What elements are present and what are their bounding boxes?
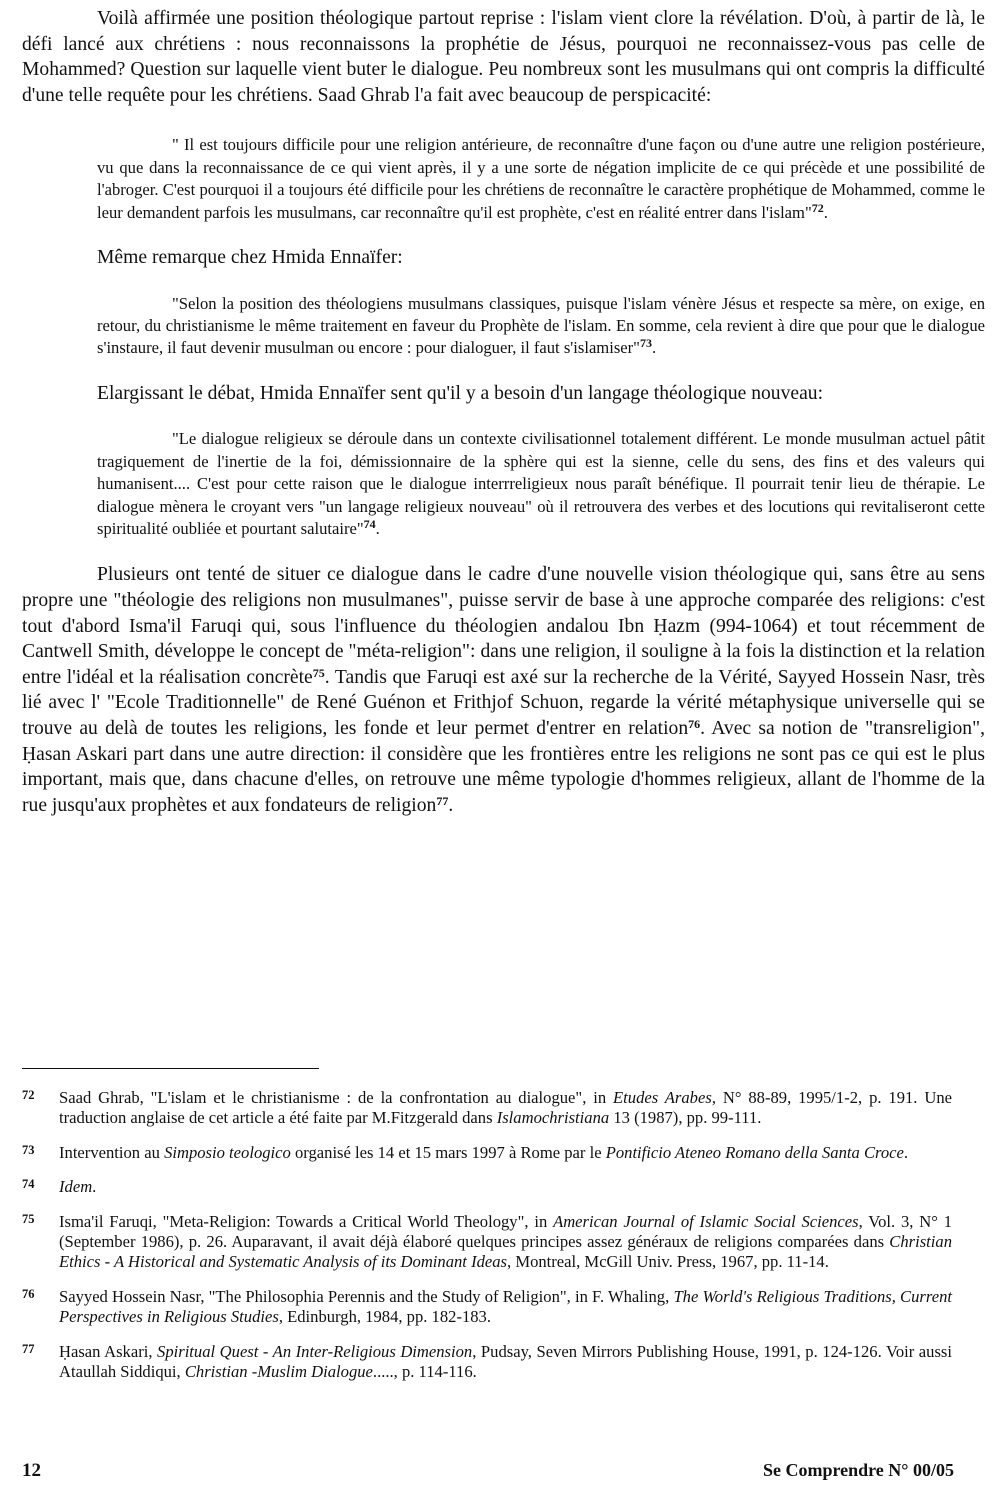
- footnote-76: [22, 1287, 952, 1328]
- footnote-ref-77[interactable]: 77: [436, 793, 449, 808]
- lead-ennaifer-debate: Elargissant le débat, Hmida Ennaïfer sent qu'il y a besoin d'un langage théologique nouveau:: [97, 382, 824, 404]
- text: , N° 88-89, 1995/1-2, p. 191. Une traduction anglaise de cet article a été faite par M.Fitzgerald dans: [59, 1088, 952, 1128]
- footnote-ref-72[interactable]: 72: [811, 200, 824, 215]
- text: .: [92, 1177, 97, 1197]
- italic-title: Etudes Arabes: [613, 1088, 712, 1107]
- footnote-number: 76: [22, 1286, 35, 1301]
- text: , Pudsay, Seven Mirrors Publishing House, 1991, p. 124-126. Voir aussi Ataullah Siddiqui,: [59, 1341, 952, 1382]
- text: , Edinburgh, 1984, pp. 182-183.: [278, 1307, 492, 1327]
- text: Ḥasan Askari,: [59, 1341, 158, 1361]
- footnote-74: [22, 1177, 952, 1197]
- footnote-number: 77: [22, 1341, 35, 1356]
- paragraph-intro: Voilà affirmée une position théologique partout reprise : l'islam vient clore la révélation. D'où, à partir de là, le défi lancé aux chrétiens : nous reconnaissons la prophétie de Jésus, pourquoi ne reconnaissez-vous pas celle de Mohammed? Question sur laquelle vient buter le dialogue. Peu nombreux sont les musulmans qui ont compris la difficulté d'une telle requête pour les chrétiens. Saad Ghrab l'a fait avec beaucoup de perspicacité:: [22, 8, 985, 106]
- quote-text: "Selon la position des théologiens musulmans classiques, puisque l'islam vénère Jésus et respecte sa mère, on exige, en retour, du christianisme le même traitement en faveur du Prophète de l'islam. En somme, cela revient à dire que pour que le dialogue s'instaure, il faut devenir musulman ou encore : pour dialoguer, il faut s'islamiser": [97, 293, 985, 358]
- text: .: [903, 1142, 909, 1162]
- footnote-separator: [22, 1068, 319, 1069]
- quote-text: " Il est toujours difficile pour une religion antérieure, de reconnaître d'une façon ou d'une autre une religion postérieure, vu que dans la reconnaissance de ce qui vient après, il y a une sorte de négation implicite de ce qui précède et une possibilité de l'abroger. C'est pourquoi il a toujours été difficile pour les chrétiens de reconnaître le caractère prophétique de Mohammed, comme le leur demandent parfois les musulmans, car reconnaître qu'il est prophète, c'est en réalité entrer dans l'islam": [97, 135, 985, 222]
- text: Sayyed Hossein Nasr, "The Philosophia Perennis and the Study of Religion", in F. Whaling,: [59, 1286, 674, 1306]
- journal-issue: Se Comprendre N° 00/05: [762, 1460, 954, 1480]
- italic-title: Islamochristiana: [496, 1108, 610, 1128]
- paragraph-theology: Plusieurs ont tenté de situer ce dialogue dans le cadre d'une nouvelle vision théologique qui, sans être au sens propre une "théologie des religions non musulmanes", puisse servir de base à une approche comparée des religions: c'est tout d'abord Isma'il Faruqi qui, sous l'influence du théologien andalou Ibn Ḥazm (994-1064) et tout récemment de Cantwell Smith, développe le concept de "méta-religion": dans une religion, il souligne à la fois la distinction et la relation entre l'idéal et la réalisation concrète$^{75}$. Tandis que Faruqi est axé sur la recherche de la Vérité, Sayyed Hossein Nasr, très lié avec l' "Ecole Traditionnelle" de René Guénon et Frithjof Schuon, regarde la vérité métaphysique universelle qui se trouve au delà de toutes les religions, les fonde et leur permet d'entrer en relation$^{76}$. Avec sa notion de "transreligion", Ḥasan Askari part dans une autre direction: il considère que les frontières entre les religions ne sont pas ce qui est le plus important, mais que, dans chacune d'elles, on retrouve une même typologie d'hommes religieux, allant de l'homme de la rue jusqu'aux prophètes et aux fondateurs de religion$^{77}$.: [22, 564, 985, 816]
- italic-title: Idem: [59, 1177, 93, 1197]
- quote-ennaifer-1: "Selon la position des théologiens musulmans classiques, puisque l'islam vénère Jésus et respecte sa mère, on exige, en retour, du christianisme le même traitement en faveur du Prophète de l'islam. En somme, cela revient à dire que pour que le dialogue s'instaure, il faut devenir musulman ou encore : pour dialoguer, il faut s'islamiser"$^{73}$.: [97, 293, 985, 358]
- footnote-number: 75: [22, 1211, 35, 1226]
- text: , Montreal, McGill Univ. Press, 1967, pp. 11-14.: [507, 1252, 829, 1272]
- text: . Tandis que Faruqi est axé sur la recherche de la Vérité, Sayyed Hossein Nasr, très lié avec l' "Ecole Traditionnelle" de René Guénon et Frithjof Schuon, regarde la vérité métaphysique universelle qui se trouve au delà de toutes les religions, les fonde et leur permet d'entrer en relation: [22, 666, 985, 739]
- text: ....., p. 114-116.: [372, 1362, 477, 1382]
- footnote-77: [22, 1342, 952, 1383]
- text: Saad Ghrab, "L'islam et le christianisme : de la confrontation au dialogue", in: [59, 1088, 614, 1107]
- text: Intervention au: [59, 1142, 165, 1162]
- italic-title: Simposio teologico: [164, 1142, 291, 1162]
- text: organisé les 14 et 15 mars 1997 à Rome par le: [290, 1142, 606, 1162]
- text: Plusieurs ont tenté de situer ce dialogue dans le cadre d'une nouvelle vision théologique qui, sans être au sens propre une "théologie des religions non musulmanes", puisse servir de base à une approche comparée des religions: c'est tout d'abord Isma'il Faruqi qui, sous l'influence du théologien andalou Ibn Ḥazm (994-1064) et tout récemment de Cantwell Smith, développe le concept de "méta-religion": dans une religion, il souligne à la fois la distinction et la relation entre l'idéal et la réalisation concrète: [22, 564, 985, 688]
- lead-ennaifer-remark: Même remarque chez Hmida Ennaïfer:: [97, 247, 403, 268]
- footnotes: [22, 1088, 952, 1396]
- text: . Avec sa notion de "transreligion", Ḥasan Askari part dans une autre direction: il considère que les frontières entre les religions ne sont pas ce qui est le plus important, mais que, dans chacune d'elles, on retrouve une même typologie d'hommes religieux, allant de l'homme de la rue jusqu'aux prophètes et aux fondateurs de religion: [22, 718, 985, 816]
- footnote-ref-74[interactable]: 74: [363, 517, 376, 532]
- italic-title: Spiritual Quest - An Inter-Religious Dimension: [157, 1341, 473, 1361]
- quote-ennaifer-2: "Le dialogue religieux se déroule dans un contexte civilisationnel totalement différent. Le monde musulman actuel pâtit tragiquement de l'inertie de la foi, démissionnaire de la sphère qui est la sienne, celle du sens, des fins et des valeurs qui humanisent.... C'est pour cette raison que le dialogue interrreligieux nous paraît bénéfique. Il pourrait tenir lieu de thérapie. Le dialogue mènera le croyant vers "un langage religieux nouveau" où il retrouvera des verbes et des locutions qui revitaliseront cette spiritualité oubliée et pourtant salutaire"$^{74}$.: [97, 429, 985, 539]
- footnote-ref-73[interactable]: 73: [639, 336, 652, 351]
- italic-title: American Journal of Islamic Social Sciences: [553, 1211, 859, 1231]
- italic-title: The World's Religious Traditions, Current Perspectives in Religious Studies: [59, 1286, 952, 1327]
- footnote-75: [22, 1212, 952, 1273]
- text: Isma'il Faruqi, "Meta-Religion: Towards a Critical World Theology", in: [59, 1211, 554, 1231]
- footnote-ref-75[interactable]: 75: [312, 665, 325, 680]
- page-body: [22, 0, 985, 818]
- footnote-number: 74: [22, 1177, 35, 1192]
- page-number: 12: [22, 1460, 41, 1481]
- footnote-number: 72: [22, 1088, 35, 1102]
- italic-title: Pontificio Ateneo Romano della Santa Croce: [605, 1142, 904, 1162]
- quote-saad-ghrab: " Il est toujours difficile pour une religion antérieure, de reconnaître d'une façon ou d'une autre une religion postérieure, vu que dans la reconnaissance de ce qui vient après, il y a une sorte de négation implicite de ce qui précède et une possibilité de l'abroger. C'est pourquoi il a toujours été difficile pour les chrétiens de reconnaître le caractère prophétique de Mohammed, comme le leur demandent parfois les musulmans, car reconnaître qu'il est prophète, c'est en réalité entrer dans l'islam"$^{72}$.: [97, 135, 985, 222]
- italic-title: Christian -Muslim Dialogue: [184, 1362, 373, 1382]
- footnote-number: 73: [22, 1142, 35, 1157]
- footnote-ref-76[interactable]: 76: [688, 717, 701, 731]
- quote-text: "Le dialogue religieux se déroule dans un contexte civilisationnel totalement différent. Le monde musulman actuel pâtit tragiquement de l'inertie de la foi, démissionnaire de la sphère qui est la sienne, celle du sens, des fins et des valeurs qui humanisent.... C'est pour cette raison que le dialogue interrreligieux nous paraît bénéfique. Il pourrait tenir lieu de thérapie. Le dialogue mènera le croyant vers "un langage religieux nouveau" où il retrouvera des verbes et des locutions qui revitaliseront cette spiritualité oubliée et pourtant salutaire": [97, 429, 985, 539]
- footnote-72: [22, 1088, 952, 1129]
- italic-title: Christian Ethics - A Historical and Systematic Analysis of its Dominant Ideas: [59, 1232, 952, 1272]
- text: , Vol. 3, N° 1 (September 1986), p. 26. Auparavant, il avait déjà élaboré quelques principes assez généraux de religions comparées dans: [59, 1211, 952, 1252]
- text: 13 (1987), pp. 99-111.: [609, 1108, 762, 1128]
- footnote-73: [22, 1143, 952, 1163]
